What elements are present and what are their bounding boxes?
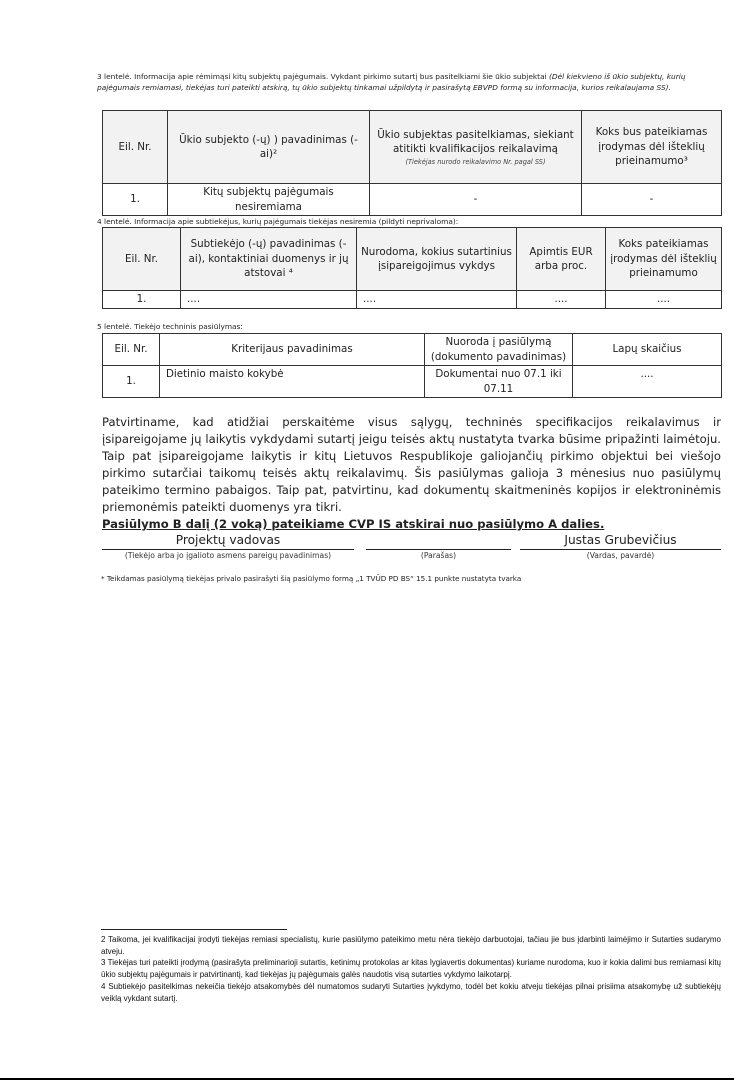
table-cell: .... xyxy=(357,291,517,309)
table-cell: 1. xyxy=(103,366,160,398)
table-row xyxy=(103,291,722,309)
footnote-2: 2 Taikoma, jei kvalifikacijai įrodyti tiekėjas remiasi specialistų, kurie pasiūlymo pateikimo metu nėra tiekėjo darbuotojai, tačiau jie bus įdarbinti laimėjimo ir Sutarties sudarymo atveju. xyxy=(101,935,721,956)
signature-position-block xyxy=(102,532,354,561)
table-cell: .... xyxy=(606,291,722,309)
table-cell: Dietinio maisto kokybė xyxy=(160,366,425,398)
signature-label: (Parašas) xyxy=(420,551,457,560)
table3-other-entities xyxy=(102,110,722,216)
table5-technical-offer xyxy=(102,333,722,398)
table-row xyxy=(103,366,722,398)
table-header-row xyxy=(103,334,722,366)
header-cell: Subtiekėjo (-ų) pavadinimas (-ai), kontaktiniai duomenys ir jų atstovai ⁴ xyxy=(181,228,357,291)
footnote-3: 3 Tiekėjas turi pateikti įrodymą (pasirašyta preliminarioji sutartis, ketinimų protokolas ar kitas lygiavertis dokumentas) kuriame nurodoma, kuo ir kokia dalimi bus remiamasi kitų ūkio subjektų pajėgumais ir patvirtinantį, kad tiekėjas jų pajėgumais galės naudotis visą sutarties vykdymo laikotarpį. xyxy=(101,958,721,980)
header-cell: Eil. Nr. xyxy=(103,111,168,184)
table-cell: Dokumentai nuo 07.1 iki 07.11 xyxy=(425,366,573,398)
position-value: Projektų vadovas xyxy=(175,533,281,547)
table-cell: Kitų subjektų pajėgumais nesiremiama xyxy=(168,184,370,216)
position-label: (Tiekėjo arba jo įgalioto asmens pareigų pavadinimas) xyxy=(124,551,332,560)
table5-caption: 5 lentelė. Tiekėjo techninis pasiūlymas: xyxy=(97,322,243,331)
table3-caption-text: 3 lentelė. Informacija apie rėmimąsi kitų subjektų pajėgumais. Vykdant pirkimo sutartį bus pasitelkiami šie ūkio subjektai xyxy=(97,72,550,81)
header-cell: Ūkio subjekto (-ų) ) pavadinimas (-ai)² xyxy=(168,111,370,184)
table-cell: .... xyxy=(517,291,606,309)
header-cell: Koks pateikiamas įrodymas dėl išteklių prieinamumo xyxy=(606,228,722,291)
table-cell: 1. xyxy=(103,184,168,216)
header-cell-text: Ūkio subjektas pasitelkiamas, siekiant atitikti kvalifikacijos reikalavimą xyxy=(377,128,574,155)
header-cell: Lapų skaičius xyxy=(573,334,722,366)
table3-caption xyxy=(97,71,721,93)
table-cell: - xyxy=(370,184,582,216)
header-cell: Eil. Nr. xyxy=(103,228,181,291)
table-cell: 1. xyxy=(103,291,181,309)
table3-caption-note: (Dėl kiekvieno iš ūkio subjektų, kurių pajėgumais remiamasi, tiekėjas turi pateikti atskirą, tų ūkio subjektų tinkamai užpildytą ir pasirašytą EBVPD formą su informacija, kurios reikalaujama SS). xyxy=(97,72,686,92)
signature-sign-block xyxy=(366,532,511,561)
table-cell: .... xyxy=(181,291,357,309)
header-cell: Nurodoma, kokius sutartinius įsipareigojimus vykdys xyxy=(357,228,517,291)
footnote-4: 4 Subtiekėjo pasitelkimas nekeičia tiekėjo atsakomybės dėl numatomos sudaryti Sutarties įvykdymo, todėl bet kokiu atveju tiekėjas pilnai prisiima atsakomybę už subtiekėjų veiklą vykdant sutartį. xyxy=(101,981,721,1003)
name-label: (Vardas, pavardė) xyxy=(586,551,655,560)
declaration-text: Patvirtiname, kad atidžiai perskaitėme visus sąlygų, techninės specifikacijos reikalavimus ir įsipareigojame jų laikytis vykdydami sutartį jeigu teisės aktų nustatyta tvarka būsime pripažinti laimėtoju. Taip pat įsipareigojame laikytis ir kitų Lietuvos Respublikoje galiojančių pirkimo objektui bei viešojo pirkimo sutarčiai taikomų teisės aktų reikalavimų. Šis pasiūlymas galioja 3 mėnesius nuo pasiūlymų pateikimo termino pabaigos. Taip pat, patvirtinu, kad dokumentų skaitmeninės kopijos ir elektroninėmis priemonėmis pateikti duomenys yra tikri. xyxy=(102,415,721,514)
name-value: Justas Grubevičius xyxy=(564,533,677,547)
table-header-row xyxy=(103,111,722,184)
table-header-row xyxy=(103,228,722,291)
footnotes xyxy=(101,934,721,1004)
header-cell: Apimtis EUR arba proc. xyxy=(517,228,606,291)
header-cell-note: (Tiekėjas nurodo reikalavimo Nr. pagal SS) xyxy=(405,157,546,166)
signature-name-block xyxy=(520,532,721,561)
table-row xyxy=(103,184,722,216)
table-cell: .... xyxy=(573,366,722,398)
declaration-emphasis: Pasiūlymo B dalį (2 voką) pateikiame CVP IS atskirai nuo pasiūlymo A dalies. xyxy=(102,517,605,531)
table4-caption: 4 lentelė. Informacija apie subtiekėjus, kurių pajėgumais tiekėjas nesiremia (pildyti neprivaloma): xyxy=(97,217,459,226)
declaration-paragraph xyxy=(102,414,721,533)
header-cell xyxy=(370,111,582,184)
header-cell: Nuoroda į pasiūlymą (dokumento pavadinimas) xyxy=(425,334,573,366)
table4-subcontractors xyxy=(102,227,722,309)
signature-value xyxy=(366,532,511,549)
footnote-separator xyxy=(101,929,287,930)
header-cell: Kriterijaus pavadinimas xyxy=(160,334,425,366)
signing-note: * Teikdamas pasiūlymą tiekėjas privalo pasirašyti šią pasiūlymo formą „1 TVŪD PD BS“ 15.1 punkte nustatyta tvarka xyxy=(101,574,522,583)
header-cell: Koks bus pateikiamas įrodymas dėl išteklių prieinamumo³ xyxy=(582,111,722,184)
header-cell: Eil. Nr. xyxy=(103,334,160,366)
table-cell: - xyxy=(582,184,722,216)
